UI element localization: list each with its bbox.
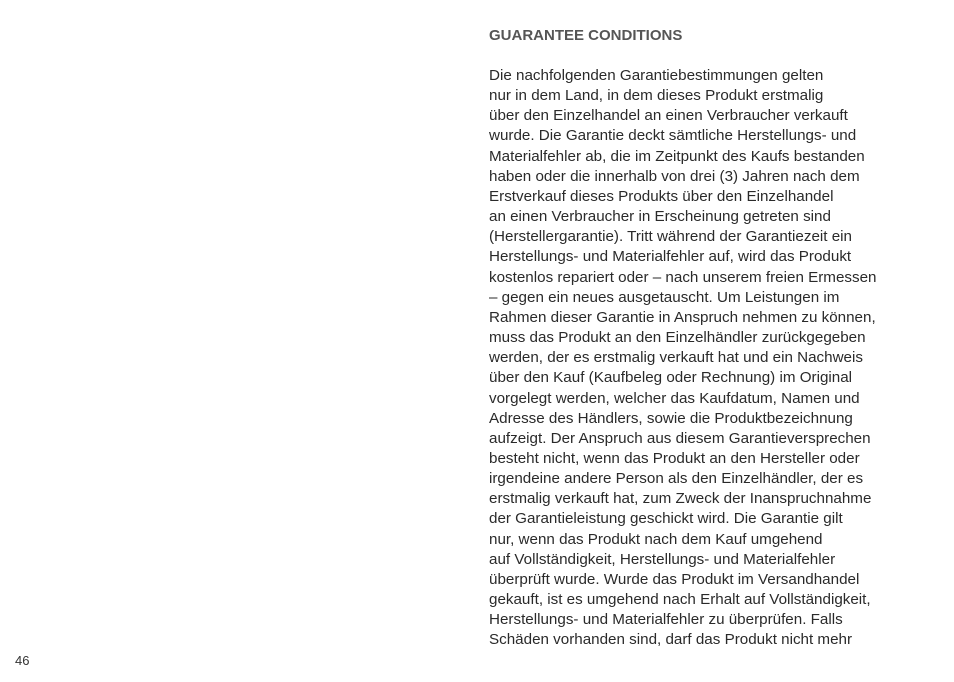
text-line: über den Einzelhandel an einen Verbraucher verkauft [489,107,848,125]
text-line: muss das Produkt an den Einzelhändler zurückgegeben [489,329,866,347]
section-heading: GUARANTEE CONDITIONS [489,27,683,44]
text-line: vorgelegt werden, welcher das Kaufdatum, Namen und [489,389,860,407]
text-line: überprüft wurde. Wurde das Produkt im Versandhandel [489,570,860,588]
text-line: nur in dem Land, in dem dieses Produkt erstmalig [489,87,824,105]
text-line: an einen Verbraucher in Erscheinung getreten sind [489,208,831,226]
text-line: aufzeigt. Der Anspruch aus diesem Garantieversprechen [489,429,871,447]
text-line: besteht nicht, wenn das Produkt an den Hersteller oder [489,449,860,467]
text-line: (Herstellergarantie). Tritt während der Garantiezeit ein [489,228,852,246]
text-line: Die nachfolgenden Garantiebestimmungen gelten [489,67,824,84]
guarantee-section [489,27,934,651]
text-line: nur, wenn das Produkt nach dem Kauf umgehend [489,530,823,548]
text-line: über den Kauf (Kaufbeleg oder Rechnung) im Original [489,369,853,387]
text-line: werden, der es erstmalig verkauft hat und ein Nachweis [489,349,863,367]
text-line: wurde. Die Garantie deckt sämtliche Herstellungs- und [489,127,857,145]
text-line: irgendeine andere Person als den Einzelhändler, der es [489,470,864,488]
text-line: haben oder die innerhalb von drei (3) Jahren nach dem [489,167,860,185]
text-line: Adresse des Händlers, sowie die Produktbezeichnung [489,409,853,427]
page-number: 46 [15,653,30,668]
text-line: erstmalig verkauft hat, zum Zweck der Inanspruchnahme [489,490,872,508]
text-line: Erstverkauf dieses Produkts über den Einzelhandel [489,187,834,205]
text-line: Herstellungs- und Materialfehler auf, wird das Produkt [489,248,852,266]
text-line: Herstellungs- und Materialfehler zu überprüfen. Falls [489,611,843,629]
guarantee-body-text [489,66,934,651]
text-line: der Garantieleistung geschickt wird. Die Garantie gilt [489,510,843,528]
text-line: gekauft, ist es umgehend nach Erhalt auf Vollständigkeit, [489,591,871,609]
text-line: Materialfehler ab, die im Zeitpunkt des Kaufs bestanden [489,147,865,165]
text-line: Schäden vorhanden sind, darf das Produkt nicht mehr [489,631,853,649]
text-line: Rahmen dieser Garantie in Anspruch nehmen zu können, [489,308,876,326]
text-line: kostenlos repariert oder – nach unserem freien Ermessen [489,268,877,286]
text-line: – gegen ein neues ausgetauscht. Um Leistungen im [489,288,840,306]
text-line: auf Vollständigkeit, Herstellungs- und Materialfehler [489,550,836,568]
